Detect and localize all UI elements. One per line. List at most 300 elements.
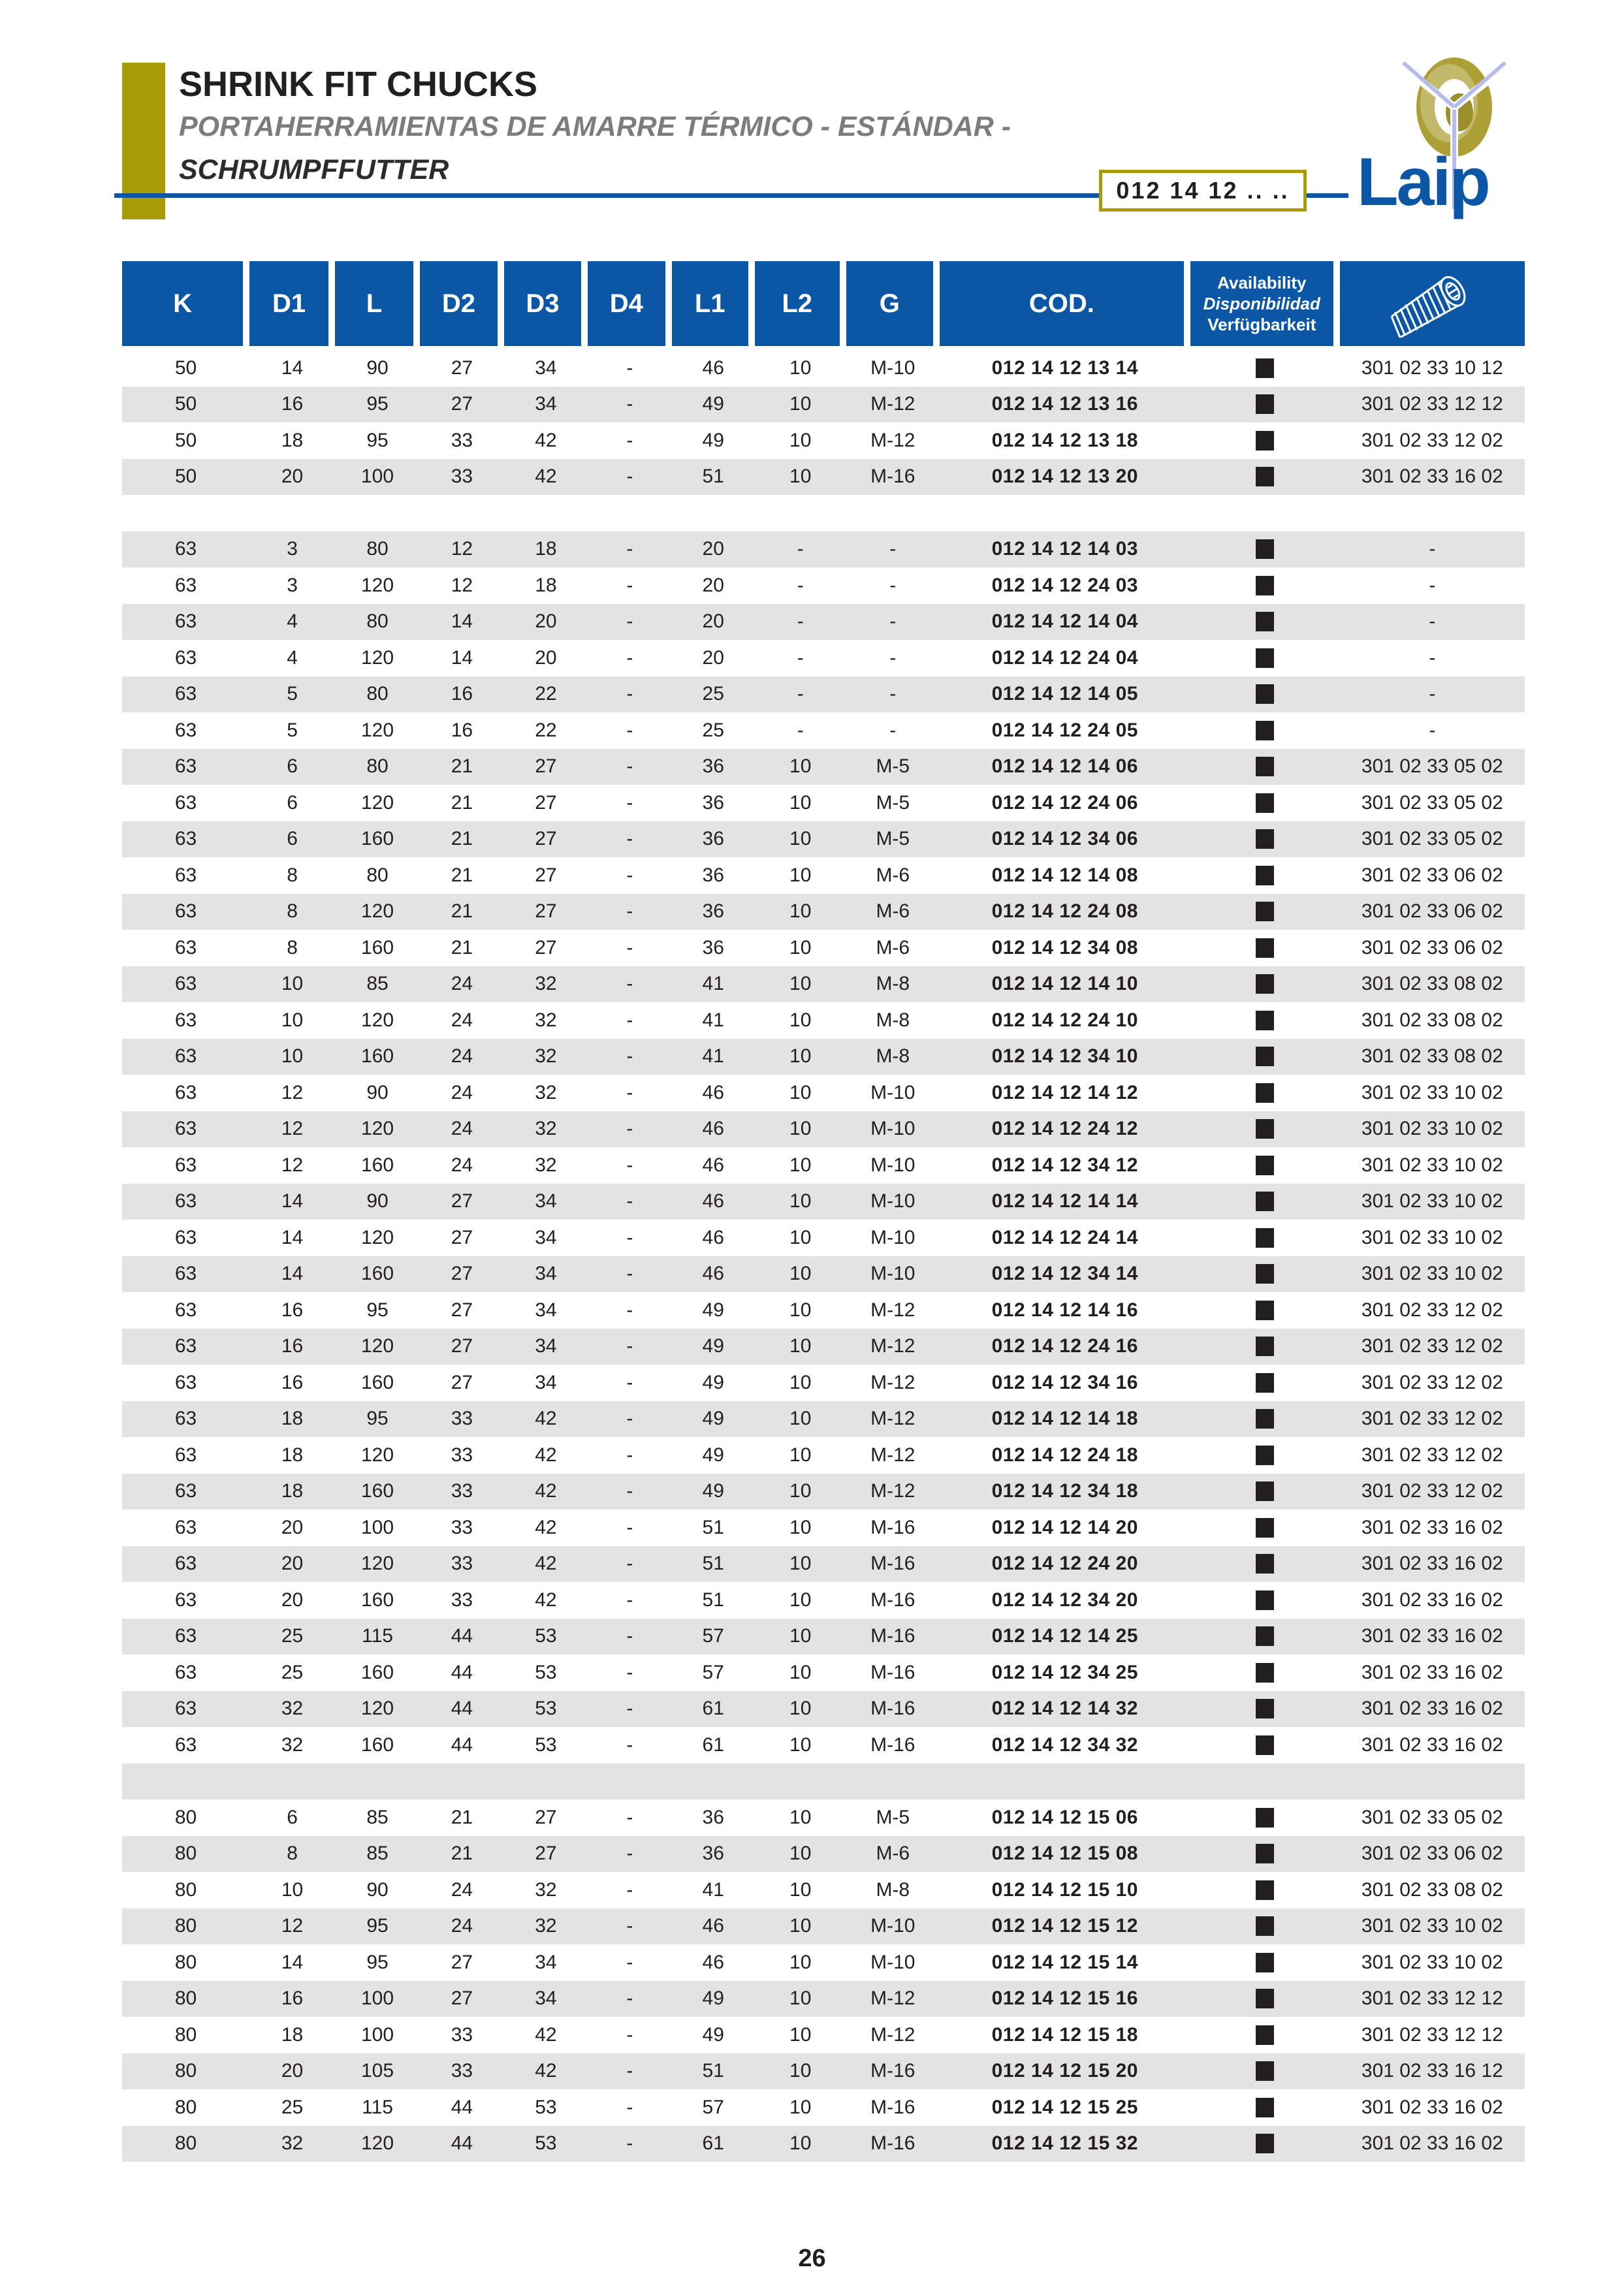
cell-d3: 34 <box>535 1335 557 1357</box>
cell-d2: 21 <box>451 791 473 814</box>
cell-d1: 16 <box>281 393 304 415</box>
cell-d2: 44 <box>451 1661 473 1683</box>
cell-l1: 20 <box>702 646 724 669</box>
table-row <box>122 676 1525 713</box>
cell-l1: 57 <box>702 1625 724 1647</box>
cell-k: 80 <box>174 1951 197 1973</box>
cell-screw-code: 301 02 33 12 02 <box>1361 1480 1503 1502</box>
cell-d3: 34 <box>535 1371 557 1393</box>
cell-g: - <box>889 610 897 633</box>
cell-screw-code: 301 02 33 16 02 <box>1361 466 1503 488</box>
cell-l1: 61 <box>702 2132 724 2155</box>
cell-d3: 32 <box>535 1081 557 1103</box>
cell-g: M-16 <box>870 2060 915 2082</box>
cell-cod: 012 14 12 14 25 <box>991 1625 1138 1647</box>
cell-d3: 53 <box>535 2132 557 2155</box>
cell-g: M-6 <box>876 936 910 958</box>
cell-l1: 61 <box>702 1698 724 1720</box>
cell-screw-code: 301 02 33 06 02 <box>1361 1843 1503 1865</box>
cell-g: M-12 <box>870 1987 915 2010</box>
cell-d4: - <box>626 719 633 741</box>
cell-l2: 10 <box>789 936 812 958</box>
cell-g: M-10 <box>870 1226 915 1248</box>
table-row <box>122 930 1525 966</box>
cell-screw-code: 301 02 33 10 12 <box>1361 356 1503 379</box>
cell-l: 95 <box>366 1408 389 1430</box>
cell-cod: 012 14 12 14 20 <box>991 1516 1138 1538</box>
table-body <box>122 350 1525 2162</box>
availability-marker <box>1256 757 1274 776</box>
cell-l: 120 <box>360 646 394 669</box>
cell-d2: 27 <box>451 1299 473 1321</box>
cell-g: M-12 <box>870 1408 915 1430</box>
cell-d1: 4 <box>287 610 298 633</box>
cell-l1: 36 <box>702 864 724 886</box>
cell-k: 63 <box>174 1154 197 1176</box>
cell-cod: 012 14 12 15 32 <box>991 2132 1138 2155</box>
cell-d4: - <box>626 574 633 596</box>
cell-d4: - <box>626 1553 633 1575</box>
table-row <box>122 749 1525 785</box>
cell-d4: - <box>626 936 633 958</box>
cell-k: 63 <box>174 1081 197 1103</box>
availability-cell <box>1190 2126 1340 2162</box>
cell-screw-code: 301 02 33 08 02 <box>1361 1009 1503 1031</box>
availability-cell <box>1190 2017 1340 2053</box>
cell-d2: 33 <box>451 1444 473 1466</box>
cell-d2: 16 <box>451 683 473 705</box>
cell-screw-code: 301 02 33 06 02 <box>1361 936 1503 958</box>
cell-cod: 012 14 12 15 16 <box>991 1987 1138 2010</box>
product-code-badge <box>1099 170 1307 212</box>
cell-cod: 012 14 12 34 18 <box>991 1480 1138 1502</box>
availability-marker <box>1256 1735 1274 1755</box>
table-header-row <box>122 261 1525 346</box>
availability-marker <box>1256 576 1274 595</box>
cell-l: 120 <box>360 1009 394 1031</box>
cell-l2: 10 <box>789 755 812 778</box>
availability-marker <box>1256 1953 1274 1972</box>
cell-g: M-10 <box>870 1118 915 1140</box>
cell-l: 80 <box>366 755 389 778</box>
cell-k: 63 <box>174 1118 197 1140</box>
cell-g: M-8 <box>876 973 910 995</box>
cell-d1: 3 <box>287 574 298 596</box>
cell-d2: 27 <box>451 1263 473 1285</box>
cell-l: 85 <box>366 1843 389 1865</box>
availability-marker <box>1256 1554 1274 1574</box>
cell-d2: 33 <box>451 1408 473 1430</box>
cell-l1: 46 <box>702 1154 724 1176</box>
cell-k: 63 <box>174 864 197 886</box>
cell-d1: 16 <box>281 1371 304 1393</box>
availability-cell <box>1190 821 1340 858</box>
cell-d1: 4 <box>287 646 298 669</box>
availability-marker <box>1256 1626 1274 1646</box>
cell-l1: 36 <box>702 1806 724 1828</box>
availability-marker <box>1256 394 1274 414</box>
cell-g: M-5 <box>876 755 910 778</box>
cell-d2: 27 <box>451 1226 473 1248</box>
cell-cod: 012 14 12 24 16 <box>991 1335 1138 1357</box>
cell-d1: 12 <box>281 1118 304 1140</box>
cell-l1: 49 <box>702 1299 724 1321</box>
cell-d3: 32 <box>535 1915 557 1937</box>
availability-marker <box>1256 974 1274 994</box>
cell-l1: 25 <box>702 719 724 741</box>
cell-l: 95 <box>366 393 389 415</box>
cell-l1: 49 <box>702 1987 724 2010</box>
availability-cell <box>1190 531 1340 568</box>
availability-marker <box>1256 2025 1274 2045</box>
cell-l2: 10 <box>789 900 812 923</box>
cell-l: 160 <box>360 1045 394 1068</box>
cell-d2: 27 <box>451 1371 473 1393</box>
cell-cod: 012 14 12 13 20 <box>991 466 1138 488</box>
cell-d2: 21 <box>451 864 473 886</box>
availability-marker <box>1256 829 1274 849</box>
cell-k: 63 <box>174 1299 197 1321</box>
cell-d3: 34 <box>535 356 557 379</box>
cell-l2: - <box>797 574 804 596</box>
cell-d2: 44 <box>451 1698 473 1720</box>
cell-g: M-8 <box>876 1878 910 1901</box>
cell-g: M-10 <box>870 356 915 379</box>
cell-g: M-16 <box>870 1733 915 1756</box>
cell-l2: 10 <box>789 1226 812 1248</box>
cell-d2: 27 <box>451 1987 473 2010</box>
cell-d1: 32 <box>281 1733 304 1756</box>
cell-d1: 8 <box>287 936 298 958</box>
cell-screw-code: 301 02 33 10 02 <box>1361 1081 1503 1103</box>
cell-d4: - <box>626 791 633 814</box>
cell-g: M-12 <box>870 1444 915 1466</box>
cell-cod: 012 14 12 15 08 <box>991 1843 1138 1865</box>
cell-l1: 41 <box>702 1878 724 1901</box>
availability-marker <box>1256 938 1274 958</box>
availability-cell <box>1190 1944 1340 1981</box>
cell-k: 63 <box>174 1480 197 1502</box>
cell-k: 63 <box>174 1190 197 1212</box>
cell-g: M-12 <box>870 429 915 451</box>
table-row <box>122 785 1525 821</box>
cell-g: M-16 <box>870 1625 915 1647</box>
column-header-l2: L2 <box>755 261 846 346</box>
cell-d4: - <box>626 828 633 850</box>
cell-d4: - <box>626 1444 633 1466</box>
cell-k: 63 <box>174 973 197 995</box>
cell-l2: 10 <box>789 1589 812 1611</box>
cell-l: 160 <box>360 1154 394 1176</box>
availability-marker <box>1256 1699 1274 1718</box>
cell-d1: 14 <box>281 356 304 379</box>
cell-cod: 012 14 12 24 05 <box>991 719 1138 741</box>
cell-d3: 53 <box>535 1661 557 1683</box>
table-row <box>122 1292 1525 1329</box>
cell-d3: 53 <box>535 1733 557 1756</box>
table-row <box>122 2126 1525 2162</box>
cell-screw-code: 301 02 33 16 02 <box>1361 1733 1503 1756</box>
cell-d4: - <box>626 1299 633 1321</box>
cell-l1: 49 <box>702 1480 724 1502</box>
cell-d4: - <box>626 429 633 451</box>
cell-l: 120 <box>360 1698 394 1720</box>
cell-d4: - <box>626 1516 633 1538</box>
cell-k: 63 <box>174 646 197 669</box>
cell-d2: 12 <box>451 538 473 560</box>
cell-d1: 16 <box>281 1335 304 1357</box>
cell-d3: 32 <box>535 1878 557 1901</box>
cell-l: 160 <box>360 1733 394 1756</box>
cell-g: M-10 <box>870 1081 915 1103</box>
cell-k: 63 <box>174 755 197 778</box>
cell-cod: 012 14 12 15 06 <box>991 1806 1138 1828</box>
cell-g: M-16 <box>870 1516 915 1538</box>
availability-marker <box>1256 2134 1274 2153</box>
cell-k: 63 <box>174 574 197 596</box>
cell-d4: - <box>626 1806 633 1828</box>
cell-d3: 32 <box>535 973 557 995</box>
cell-g: M-16 <box>870 1661 915 1683</box>
cell-d1: 10 <box>281 1045 304 1068</box>
cell-d3: 34 <box>535 1190 557 1212</box>
availability-marker <box>1256 721 1274 740</box>
cell-d3: 42 <box>535 429 557 451</box>
cell-l1: 36 <box>702 755 724 778</box>
cell-g: M-10 <box>870 1154 915 1176</box>
cell-screw-code: 301 02 33 16 02 <box>1361 1589 1503 1611</box>
cell-screw-code: 301 02 33 05 02 <box>1361 791 1503 814</box>
cell-l: 95 <box>366 429 389 451</box>
cell-l: 90 <box>366 1878 389 1901</box>
cell-d3: 34 <box>535 1987 557 2010</box>
cell-d3: 20 <box>535 610 557 633</box>
cell-l: 160 <box>360 936 394 958</box>
column-header-d2: D2 <box>420 261 504 346</box>
cell-d1: 6 <box>287 791 298 814</box>
cell-l1: 41 <box>702 1009 724 1031</box>
availability-marker <box>1256 1989 1274 2008</box>
cell-cod: 012 14 12 34 12 <box>991 1154 1138 1176</box>
cell-d4: - <box>626 1661 633 1683</box>
cell-g: M-6 <box>876 864 910 886</box>
cell-d4: - <box>626 864 633 886</box>
cell-cod: 012 14 12 14 14 <box>991 1190 1138 1212</box>
cell-screw-code: 301 02 33 10 02 <box>1361 1190 1503 1212</box>
availability-marker <box>1256 1844 1274 1863</box>
cell-d1: 20 <box>281 466 304 488</box>
cell-d4: - <box>626 2023 633 2046</box>
cell-g: M-16 <box>870 1553 915 1575</box>
cell-g: M-5 <box>876 828 910 850</box>
cell-d1: 16 <box>281 1987 304 2010</box>
availability-cell <box>1190 785 1340 821</box>
cell-k: 63 <box>174 1408 197 1430</box>
cell-g: - <box>889 574 897 596</box>
availability-cell <box>1190 1510 1340 1546</box>
availability-marker <box>1256 1916 1274 1936</box>
cell-l2: 10 <box>789 2060 812 2082</box>
availability-cell <box>1190 1184 1340 1220</box>
column-header-d4: D4 <box>588 261 672 346</box>
cell-d2: 21 <box>451 1843 473 1865</box>
cell-cod: 012 14 12 34 08 <box>991 936 1138 958</box>
availability-cell <box>1190 1256 1340 1293</box>
cell-d3: 27 <box>535 828 557 850</box>
cell-cod: 012 14 12 24 08 <box>991 900 1138 923</box>
cell-l2: 10 <box>789 393 812 415</box>
availability-cell <box>1190 1401 1340 1438</box>
cell-l2: 10 <box>789 1299 812 1321</box>
cell-screw-code: 301 02 33 10 02 <box>1361 1951 1503 1973</box>
cell-l1: 46 <box>702 1081 724 1103</box>
cell-k: 63 <box>174 538 197 560</box>
cell-screw-code: - <box>1429 646 1436 669</box>
table-row <box>122 1510 1525 1546</box>
cell-d3: 20 <box>535 646 557 669</box>
cell-l1: 46 <box>702 356 724 379</box>
availability-cell <box>1190 1799 1340 1836</box>
cell-k: 63 <box>174 1733 197 1756</box>
cell-l: 90 <box>366 1081 389 1103</box>
table-row <box>122 1220 1525 1256</box>
cell-screw-code: - <box>1429 683 1436 705</box>
cell-d4: - <box>626 1987 633 2010</box>
cell-d1: 18 <box>281 1480 304 1502</box>
cell-d4: - <box>626 538 633 560</box>
table-row <box>122 966 1525 1003</box>
cell-l: 160 <box>360 828 394 850</box>
table-row <box>122 1981 1525 2018</box>
cell-d1: 18 <box>281 1408 304 1430</box>
availability-cell <box>1190 387 1340 423</box>
cell-l1: 20 <box>702 610 724 633</box>
cell-cod: 012 14 12 14 16 <box>991 1299 1138 1321</box>
cell-d3: 42 <box>535 2023 557 2046</box>
cell-d4: - <box>626 1263 633 1285</box>
cell-l: 100 <box>360 1987 394 2010</box>
cell-d3: 32 <box>535 1045 557 1068</box>
cell-d1: 12 <box>281 1915 304 1937</box>
cell-l: 120 <box>360 719 394 741</box>
cell-d3: 27 <box>535 936 557 958</box>
cell-d2: 24 <box>451 1118 473 1140</box>
cell-d2: 33 <box>451 2023 473 2046</box>
availability-marker <box>1256 612 1274 631</box>
cell-l2: 10 <box>789 1733 812 1756</box>
cell-d2: 24 <box>451 1081 473 1103</box>
availability-cell <box>1190 459 1340 496</box>
availability-cell <box>1190 640 1340 676</box>
availability-cell <box>1190 567 1340 604</box>
cell-d1: 32 <box>281 1698 304 1720</box>
column-header-screw <box>1340 261 1525 346</box>
cell-screw-code: 301 02 33 12 02 <box>1361 1371 1503 1393</box>
cell-d4: - <box>626 683 633 705</box>
cell-g: M-10 <box>870 1915 915 1937</box>
cell-k: 63 <box>174 683 197 705</box>
cell-cod: 012 14 12 34 14 <box>991 1263 1138 1285</box>
cell-d2: 33 <box>451 1480 473 1502</box>
availability-marker <box>1256 1373 1274 1393</box>
cell-l2: 10 <box>789 356 812 379</box>
column-header-d3: D3 <box>504 261 588 346</box>
table-row <box>122 1184 1525 1220</box>
cell-cod: 012 14 12 24 18 <box>991 1444 1138 1466</box>
cell-d3: 42 <box>535 1589 557 1611</box>
availability-cell <box>1190 1619 1340 1655</box>
cell-g: M-8 <box>876 1045 910 1068</box>
cell-d2: 21 <box>451 828 473 850</box>
availability-marker <box>1256 1047 1274 1066</box>
cell-d2: 24 <box>451 1878 473 1901</box>
cell-k: 63 <box>174 1335 197 1357</box>
cell-d1: 25 <box>281 2096 304 2118</box>
cell-d2: 33 <box>451 1553 473 1575</box>
cell-g: M-12 <box>870 1480 915 1502</box>
cell-d1: 12 <box>281 1154 304 1176</box>
table-row <box>122 1619 1525 1655</box>
cell-k: 63 <box>174 1516 197 1538</box>
cell-g: M-12 <box>870 1299 915 1321</box>
availability-label-en: Availability <box>1217 273 1307 293</box>
cell-screw-code: 301 02 33 12 12 <box>1361 1987 1503 2010</box>
cell-d3: 34 <box>535 1226 557 1248</box>
cell-l1: 46 <box>702 1226 724 1248</box>
cell-g: - <box>889 683 897 705</box>
cell-screw-code: 301 02 33 12 02 <box>1361 1408 1503 1430</box>
cell-d3: 34 <box>535 1263 557 1285</box>
cell-d4: - <box>626 1733 633 1756</box>
cell-l: 160 <box>360 1661 394 1683</box>
table-row <box>122 712 1525 749</box>
cell-cod: 012 14 12 14 32 <box>991 1698 1138 1720</box>
cell-d1: 14 <box>281 1951 304 1973</box>
cell-d4: - <box>626 1081 633 1103</box>
cell-d1: 25 <box>281 1625 304 1647</box>
cell-d2: 14 <box>451 610 473 633</box>
cell-d2: 24 <box>451 1915 473 1937</box>
cell-d4: - <box>626 973 633 995</box>
cell-d3: 18 <box>535 538 557 560</box>
cell-cod: 012 14 12 24 14 <box>991 1226 1138 1248</box>
cell-l1: 49 <box>702 2023 724 2046</box>
cell-screw-code: 301 02 33 16 02 <box>1361 1625 1503 1647</box>
cell-l1: 36 <box>702 936 724 958</box>
cell-l2: 10 <box>789 429 812 451</box>
cell-d4: - <box>626 2132 633 2155</box>
availability-cell <box>1190 1727 1340 1764</box>
product-code: 012 14 12 .. .. <box>1116 177 1290 204</box>
cell-screw-code: 301 02 33 05 02 <box>1361 1806 1503 1828</box>
cell-d4: - <box>626 466 633 488</box>
cell-d3: 42 <box>535 466 557 488</box>
cell-cod: 012 14 12 14 18 <box>991 1408 1138 1430</box>
cell-l: 120 <box>360 791 394 814</box>
cell-cod: 012 14 12 15 14 <box>991 1951 1138 1973</box>
cell-d1: 14 <box>281 1190 304 1212</box>
cell-l: 100 <box>360 466 394 488</box>
column-header-l1: L1 <box>672 261 755 346</box>
table-row <box>122 350 1525 387</box>
cell-d2: 27 <box>451 1951 473 1973</box>
cell-l2: 10 <box>789 864 812 886</box>
cell-screw-code: 301 02 33 16 02 <box>1361 1516 1503 1538</box>
cell-l: 115 <box>362 2096 393 2118</box>
cell-l2: 10 <box>789 1516 812 1538</box>
table-row <box>122 604 1525 641</box>
cell-cod: 012 14 12 14 12 <box>991 1081 1138 1103</box>
